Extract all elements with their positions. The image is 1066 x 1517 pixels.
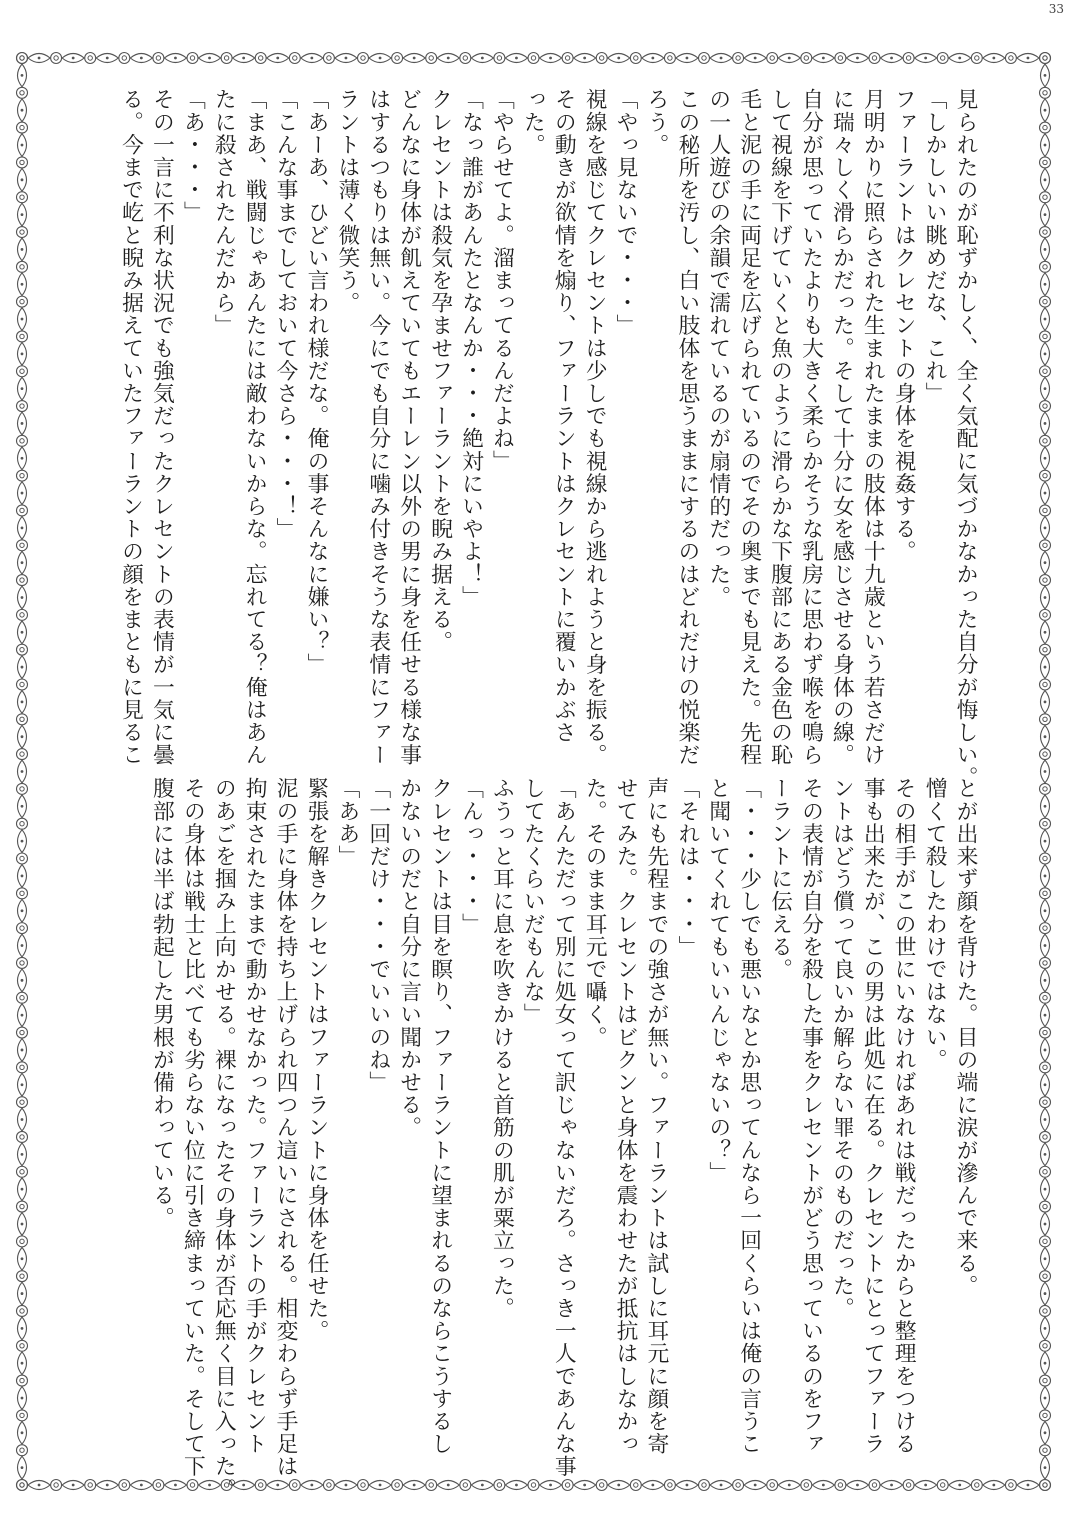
text-line: その相手がこの世にいなければあれは戦だったからと整理をつける [891,777,917,1455]
text-line: ふうっと耳に息を吹きかけると首筋の肌が粟立った。 [489,777,515,1320]
text-line: その動きが欲情を煽り、ファーラントはクレセントに覆いかぶさ [551,88,577,744]
text-line: ラントは薄く微笑う。 [334,88,360,314]
text-line: してたくらいだもんな」 [520,777,546,1026]
text-line: とが出来ず顔を背けた。目の端に涙が滲んで来る。 [953,777,978,1297]
page-number: 33 [1048,2,1064,16]
text-line: 事も出来たが、この男は此処に在る。クレセントにとってファーラ [860,777,886,1455]
text-line: 見られたのが恥ずかしく、全く気配に気づかなかった自分が悔しい。 [953,88,978,789]
text-line: 視線を感じてクレセントは少しでも視線から逃れようと身を振る。 [582,88,608,766]
text-line: どんなに身体が飢えていてもエーレン以外の男に身を任せる様な事 [396,88,422,766]
text-line: 「まあ、戦闘じゃあんたには敵わないからな。忘れてる？俺はあん [242,88,268,766]
text-line: はするつもりは無い。今にでも自分に噛み付きそうな表情にファー [365,88,391,766]
text-line: 「こんな事までしておいて今さら・・・！」 [273,88,299,540]
text-line: クレセントは殺気を孕ませファーラントを睨み据える。 [427,88,453,653]
text-line: る。今まで屹と睨み据えていたファーラントの顔をまともに見るこ [118,88,144,766]
text-line: 拘束されたままで動かせなかった。ファーラントの手がクレセント [242,777,268,1455]
text-line: 「一回だけ・・・でいいのね」 [365,777,391,1094]
text-line: 毛と泥の手に両足を広げられているのでその奥までも見えた。先程 [736,88,762,766]
text-line: 憎くて殺したわけではない。 [922,777,948,1071]
text-line: ファーラントはクレセントの身体を視姦する。 [891,88,917,563]
text-line: の一人遊びの余韻で濡れているのが扇情的だった。 [705,88,731,608]
text-line: った。 [520,88,546,156]
text-line: 声にも先程までの強さが無い。ファーラントは試しに耳元に顔を寄 [643,777,669,1455]
text-line: ーラントに伝える。 [767,777,793,981]
text-line: た。そのまま耳元で囁く。 [582,777,608,1049]
text-line: 「やっ見ないで・・・」 [613,88,639,337]
text-line: 「やらせてよ。溜まってるんだよね」 [489,88,515,473]
text-block-lower [146,777,980,1501]
text-line: この秘所を汚し、白い肢体を思うままにするのはどれだけの悦楽だ [674,88,700,766]
text-line: かないのだと自分に言い聞かせる。 [396,777,422,1139]
text-line: 「あんただって別に処女って訳じゃないだろ。さっき一人であんな事 [551,777,577,1478]
text-line: ントはどう償って良いか解らない罪そのものだった。 [829,777,855,1320]
text-line: 「なっ誰があんたとなんか・・・絶対にいやよ！」 [458,88,484,608]
text-line: その身体は戦士と比べても劣らない位に引き締まっていた。そして下 [180,777,206,1478]
text-line: 自分が思っていたよりも大きく柔らかそうな乳房に思わず喉を鳴ら [798,88,824,766]
text-line: 「・・・少しでも悪いなとか思ってんなら一回くらいは俺の言うこ [736,777,762,1455]
text-line: ろう。 [643,88,669,156]
text-line: 腹部には半ば勃起した男根が備わっている。 [149,777,175,1229]
text-line: 「あーあ、ひどい言われ様だな。俺の事そんなに嫌い？」 [303,88,329,676]
text-line: 緊張を解きクレセントはファーラントに身体を任せた。 [303,777,329,1342]
text-line: その表情が自分を殺した事をクレセントがどう思っているのをファ [798,777,824,1455]
text-line: たに殺されたんだから」 [211,88,237,337]
text-line: 「ああ」 [334,777,360,868]
text-line: 月明かりに照らされた生まれたままの肢体は十九歳という若さだけ [860,88,886,766]
text-line: 泥の手に身体を持ち上げられ四つん這いにされる。相変わらず手足は [273,777,299,1478]
text-line: 「しかしいい眺めだな、これ」 [922,88,948,405]
text-line: 「それは・・・」 [674,777,700,958]
text-line: せてみた。クレセントはビクンと身体を震わせたが抵抗はしなかっ [613,777,639,1455]
text-line: のあごを掴み上向かせる。裸になったその身体が否応無く目に入った。 [211,777,237,1501]
text-line: 「んっ・・・」 [458,777,484,936]
text-line: と聞いてくれてもいいんじゃないの？」 [705,777,731,1184]
text-line: クレセントは目を瞑り、ファーラントに望まれるのならこうするし [427,777,453,1455]
text-line: その一言に不利な状況でも強気だったクレセントの表情が一気に曇 [149,88,175,766]
text-line: して視線を下げていくと魚のように滑らかな下腹部にある金色の恥 [767,88,793,766]
text-block-upper [115,88,980,789]
text-line: に瑞々しく滑らかだった。そして十分に女を感じさせる身体の線。 [829,88,855,766]
text-line: 「あ・・・」 [180,88,206,224]
